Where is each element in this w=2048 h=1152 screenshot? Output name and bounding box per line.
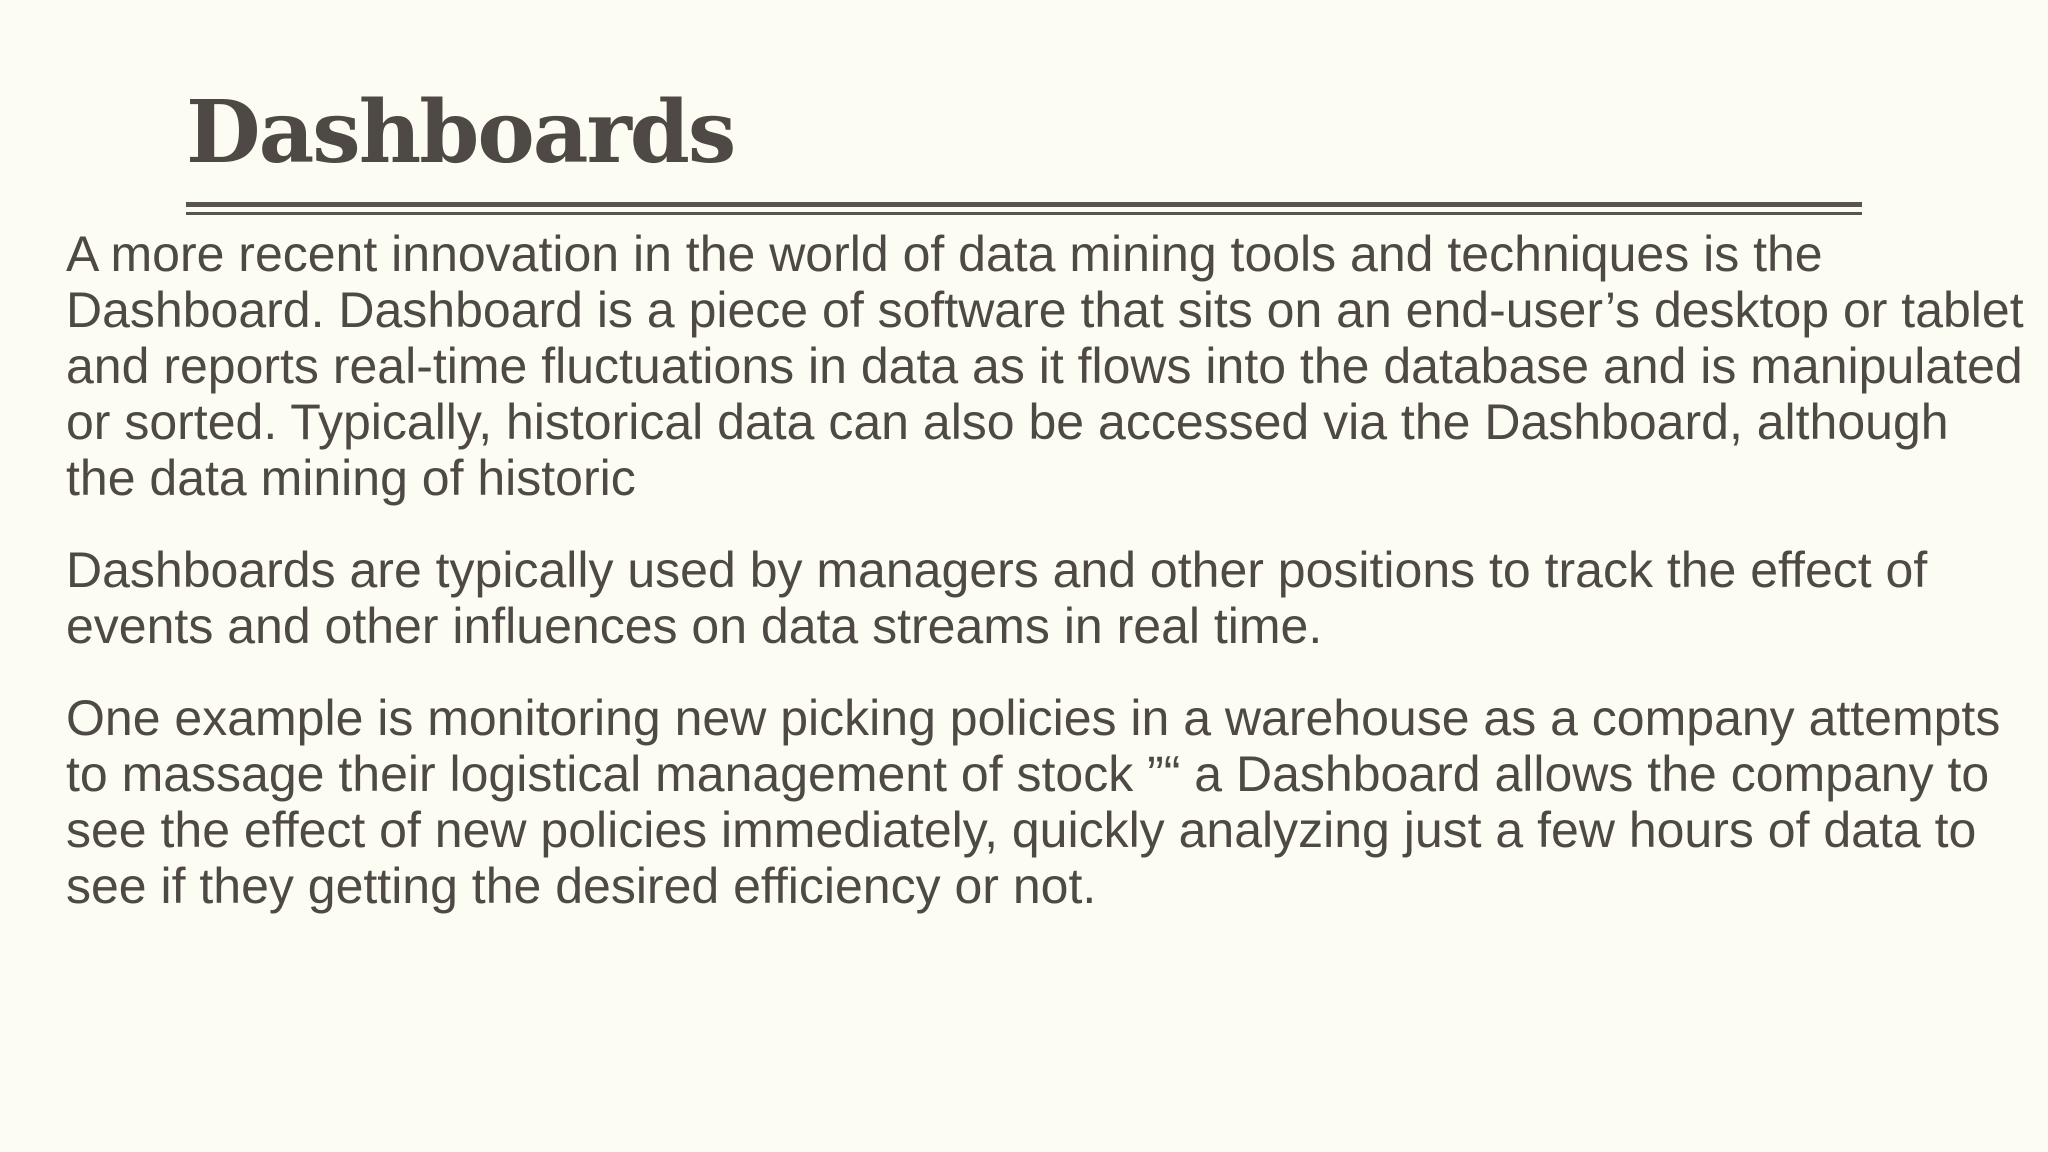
title-underline-thin xyxy=(186,212,1862,215)
body-paragraph: Dashboards are typically used by managers and other positions to track the effect of events and other influences on data streams in real time. xyxy=(66,542,1928,654)
slide-title: Dashboards xyxy=(186,82,735,183)
body-paragraph: One example is monitoring new picking policies in a warehouse as a company attempts to massage their logistical management of stock ”“ a Dashboard allows the company to see the effect of new policies immediately, quickly analyzing just a few hours of data to see if they getting the desired efficiency or not. xyxy=(66,690,2001,914)
body-paragraph: A more recent innovation in the world of data mining tools and techniques is the Dashboard. Dashboard is a piece of software that sits on an end-user’s desktop or tablet and reports real-time fluctuations in data as it flows into the database and is manipulated or sorted. Typically, historical data can also be accessed via the Dashboard, although the data mining of historic xyxy=(66,226,2024,506)
title-underline-thick xyxy=(186,202,1862,207)
slide-body xyxy=(66,226,2026,914)
